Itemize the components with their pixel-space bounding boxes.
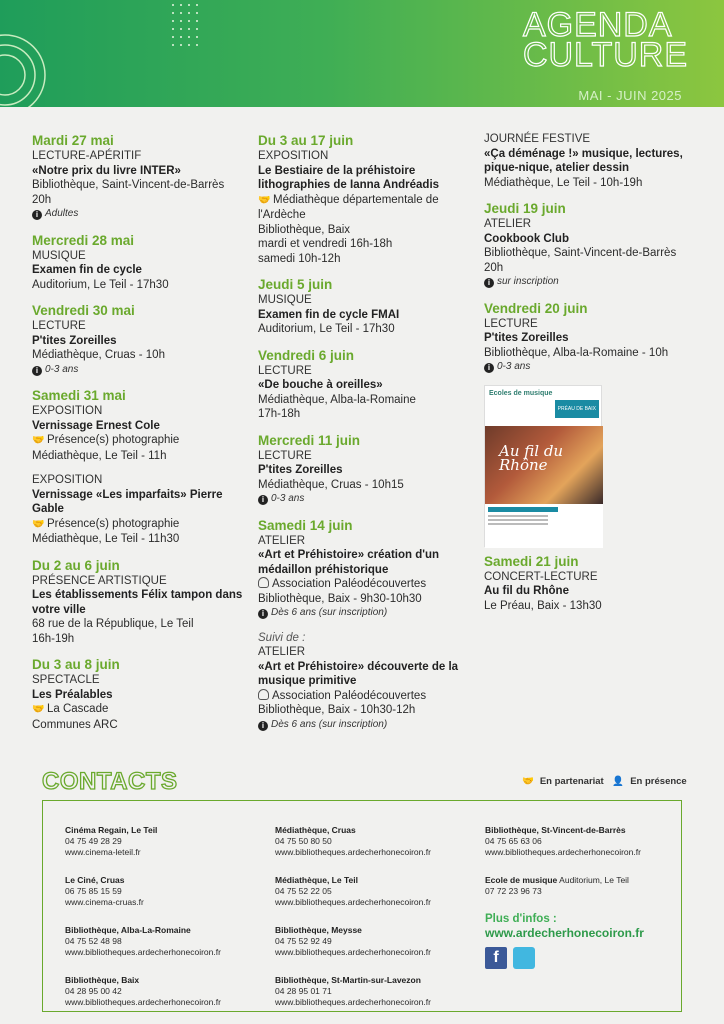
event-title: «Ça déménage !» musique, lectures, pique-nique, atelier dessin <box>484 147 683 174</box>
event-place: 68 rue de la République, Le Teil <box>32 618 194 630</box>
event-item <box>32 656 252 732</box>
event-date: Vendredi 6 juin <box>258 347 355 363</box>
contact-item <box>485 825 685 858</box>
event-partner: Présence(s) photographie <box>47 434 180 446</box>
event-time: 20h <box>484 261 504 274</box>
event-date: Samedi 21 juin <box>484 553 579 569</box>
more-info-url[interactable]: www.ardecherhonecoiron.fr <box>485 926 644 940</box>
event-title: «De bouche à oreilles» <box>258 379 383 391</box>
event-partner-row <box>258 193 478 223</box>
event-date: Du 3 au 17 juin <box>258 133 354 148</box>
event-date: Samedi 31 mai <box>32 388 126 403</box>
contact-name-row <box>65 825 265 836</box>
event-category: ATELIER <box>484 218 532 230</box>
event-item <box>258 432 478 507</box>
event-item <box>258 276 478 337</box>
contact-name-row <box>275 925 475 936</box>
contact-item <box>65 875 265 908</box>
contact-phone: 06 75 85 15 59 <box>65 886 122 896</box>
contact-phone: 07 72 23 96 73 <box>485 886 542 896</box>
event-note-text: Adultes <box>45 208 79 219</box>
event-note <box>258 718 478 733</box>
legend-partner: En partenariat <box>539 776 604 787</box>
event-title: Examen fin de cycle FMAI <box>258 308 400 321</box>
event-place: Médiathèque, Le Teil - 11h30 <box>32 533 180 545</box>
event-date: Mardi 27 mai <box>32 133 114 148</box>
event-time: mardi et vendredi 16h-18h <box>258 238 393 250</box>
contact-web[interactable]: www.bibliotheques.ardecherhonecoiron.fr <box>275 897 431 907</box>
event-title: Au fil du Rhône <box>484 585 569 597</box>
info-icon: i <box>484 363 494 373</box>
contact-item <box>65 925 265 958</box>
facebook-icon[interactable]: f <box>485 947 507 969</box>
legend-presence: En présence <box>630 776 687 787</box>
event-partner: La Cascade <box>47 703 109 715</box>
info-icon: i <box>258 495 268 505</box>
event-note-text: Dès 6 ans (sur inscription) <box>271 718 388 730</box>
contact-phone: 04 75 65 63 06 <box>485 836 542 846</box>
handshake-icon: 🤝 <box>258 194 271 206</box>
event-category: EXPOSITION <box>32 405 103 417</box>
event-category: PRÉSENCE ARTISTIQUE <box>32 574 167 587</box>
contact-name-row <box>65 975 265 986</box>
event-title: Le Bestiaire de la préhistoire lithographies de Ianna Andréadis <box>258 164 440 191</box>
info-icon: i <box>32 366 42 376</box>
event-note <box>484 360 704 375</box>
event-category: LECTURE-APÉRITIF <box>32 150 142 162</box>
contact-name: Le Ciné, Cruas <box>65 875 125 885</box>
contact-web[interactable]: www.bibliotheques.ardecherhonecoiron.fr <box>65 947 221 957</box>
person-icon <box>258 577 269 588</box>
event-note <box>258 606 478 621</box>
more-info-label: Plus d'infos : <box>485 913 557 925</box>
contact-item <box>485 875 685 897</box>
event-date: Jeudi 19 juin <box>484 201 566 216</box>
event-category: LECTURE <box>258 364 312 377</box>
contact-item <box>275 875 475 908</box>
event-item <box>258 631 478 733</box>
event-category: EXPOSITION <box>258 150 329 162</box>
event-date: Jeudi 5 juin <box>258 277 333 292</box>
event-item <box>32 132 252 222</box>
contacts-column-1 <box>65 825 265 1024</box>
contact-web[interactable]: www.bibliotheques.ardecherhonecoiron.fr <box>275 997 431 1007</box>
event-item <box>32 232 252 293</box>
event-item <box>32 387 252 463</box>
event-place: Bibliothèque, Baix - 10h30-12h <box>258 704 416 716</box>
bibliotheque-icon[interactable] <box>513 947 535 969</box>
social-links <box>485 947 685 969</box>
contact-name-row <box>275 875 475 886</box>
event-note-text: Dès 6 ans (sur inscription) <box>271 607 388 618</box>
event-time: 20h <box>32 193 52 206</box>
event-item <box>258 347 478 422</box>
contact-name: Médiathèque, Cruas <box>275 825 356 835</box>
event-time: 17h-18h <box>258 408 301 420</box>
event-title: P'tites Zoreilles <box>258 464 343 476</box>
page-title <box>522 6 688 74</box>
contact-name: Cinéma Regain, Le Teil <box>65 825 158 835</box>
event-item <box>258 132 478 266</box>
event-category: ATELIER <box>258 646 306 658</box>
info-icon: i <box>258 609 268 619</box>
event-place: Auditorium, Le Teil - 17h30 <box>32 278 169 291</box>
event-place: Médiathèque, Alba-la-Romaine <box>258 393 416 406</box>
info-icon: i <box>258 721 268 731</box>
contact-name-row <box>65 875 265 886</box>
event-category: LECTURE <box>32 320 86 332</box>
event-item <box>32 557 252 647</box>
event-title: «Notre prix du livre INTER» <box>32 164 181 177</box>
contact-web[interactable]: www.cinema-cruas.fr <box>65 897 144 907</box>
event-date: Du 3 au 8 juin <box>32 657 120 672</box>
contact-item <box>275 825 475 858</box>
contact-suffix: Auditorium, Le Teil <box>557 875 629 885</box>
event-item <box>484 553 704 614</box>
event-title: «Art et Préhistoire» création d'un médaillon préhistorique <box>258 549 440 576</box>
contact-web[interactable]: www.bibliotheques.ardecherhonecoiron.fr <box>65 997 221 1007</box>
contact-item <box>65 975 265 1008</box>
event-title: Cookbook Club <box>484 232 569 245</box>
contact-name-row <box>275 825 475 836</box>
handshake-icon: 🤝 <box>32 435 45 446</box>
event-time: samedi 10h-12h <box>258 252 341 265</box>
handshake-icon: 🤝 <box>32 704 45 715</box>
event-partner-row <box>32 433 252 449</box>
header-banner <box>0 0 724 107</box>
event-title: «Art et Préhistoire» découverte de la musique primitive <box>258 660 459 687</box>
poster-title: Au fil du Rhône <box>499 441 564 474</box>
event-place: Auditorium, Le Teil - 17h30 <box>258 323 395 335</box>
event-note <box>258 492 478 507</box>
event-place: Médiathèque, Le Teil - 11h <box>32 449 167 462</box>
event-place: Médiathèque, Le Teil - 10h-19h <box>484 176 643 189</box>
person-icon: 👤 <box>612 776 625 787</box>
contact-name-row <box>275 975 475 986</box>
event-date: Du 2 au 6 juin <box>32 557 120 573</box>
event-category: ATELIER <box>258 534 306 547</box>
contact-phone: 04 75 50 80 50 <box>275 836 332 846</box>
event-category: CONCERT-LECTURE <box>484 570 598 583</box>
contact-phone: 04 75 52 48 98 <box>65 936 122 946</box>
event-title: Examen fin de cycle <box>32 264 142 276</box>
contact-item <box>65 825 265 858</box>
event-partner: Médiathèque départementale de l'Ardèche <box>258 193 439 221</box>
contact-web[interactable]: www.bibliotheques.ardecherhonecoiron.fr <box>485 847 641 857</box>
title-line-1: AGENDA <box>522 6 673 44</box>
period-label: MAI - JUIN 2025 <box>578 88 682 103</box>
agenda-column-1 <box>32 132 252 742</box>
contact-web[interactable]: www.bibliotheques.ardecherhonecoiron.fr <box>275 947 431 957</box>
event-note-text: sur inscription <box>497 276 559 287</box>
event-time: 16h-19h <box>32 632 75 645</box>
event-presence-row <box>258 577 478 592</box>
event-note-text: 0-3 ans <box>45 363 79 375</box>
event-category: LECTURE <box>484 317 538 330</box>
contacts-box <box>42 800 682 1012</box>
event-title: P'tites Zoreilles <box>484 332 569 344</box>
contact-item <box>275 975 475 1008</box>
event-note-text: 0-3 ans <box>497 361 531 372</box>
contact-name: Bibliothèque, Meysse <box>275 925 362 935</box>
event-presence-row <box>258 689 478 704</box>
event-note <box>484 275 704 290</box>
event-partner: Présence(s) photographie <box>47 517 180 530</box>
event-item <box>484 132 704 190</box>
contact-item <box>275 925 475 958</box>
event-category: LECTURE <box>258 449 312 462</box>
contact-name-row <box>485 825 685 836</box>
event-place: Bibliothèque, Saint-Vincent-de-Barrès <box>484 247 677 259</box>
contact-name: Bibliothèque, Alba-La-Romaine <box>65 925 191 935</box>
contact-web[interactable]: www.bibliotheques.ardecherhonecoiron.fr <box>275 847 431 857</box>
event-date: Vendredi 20 juin <box>484 300 588 316</box>
event-followup: Suivi de : <box>258 631 306 644</box>
contact-phone: 04 28 95 00 42 <box>65 986 122 996</box>
event-item <box>32 302 252 377</box>
title-line-2: CULTURE <box>522 36 688 74</box>
event-item <box>258 517 478 621</box>
event-item <box>32 473 252 547</box>
contact-web[interactable]: www.cinema-leteil.fr <box>65 847 141 857</box>
event-category: MUSIQUE <box>32 249 86 262</box>
decorative-dots <box>172 4 202 52</box>
contact-name: Ecole de musique <box>485 875 558 885</box>
contacts-column-3 <box>485 825 685 969</box>
event-category: EXPOSITION <box>32 474 103 486</box>
event-title: Vernissage «Les imparfaits» Pierre Gable <box>32 488 223 515</box>
event-title: Les Préalables <box>32 688 113 701</box>
agenda-column-2 <box>258 132 478 742</box>
event-note-text: 0-3 ans <box>271 493 305 504</box>
event-place: Médiathèque, Cruas - 10h <box>32 349 165 361</box>
event-note <box>32 207 252 222</box>
event-presence: Association Paléodécouvertes <box>272 578 427 590</box>
poster-venue: PRÉAU DE BAIX <box>555 400 599 419</box>
event-place: Bibliothèque, Alba-la-Romaine - 10h <box>484 346 669 359</box>
contact-name: Bibliothèque, St-Martin-sur-Lavezon <box>275 975 421 985</box>
legend <box>522 776 693 787</box>
contacts-column-2 <box>275 825 475 1024</box>
event-place: Bibliothèque, Baix - 9h30-10h30 <box>258 592 422 605</box>
contact-name-row <box>485 875 685 886</box>
contact-name: Médiathèque, Le Teil <box>275 875 358 885</box>
agenda-column-3 <box>484 132 704 623</box>
event-title: Vernissage Ernest Cole <box>32 419 160 432</box>
event-category: JOURNÉE FESTIVE <box>484 133 591 145</box>
contact-name: Bibliothèque, Baix <box>65 975 140 985</box>
event-date: Vendredi 30 mai <box>32 303 135 318</box>
event-category: MUSIQUE <box>258 294 312 306</box>
event-place: Le Préau, Baix - 13h30 <box>484 599 602 612</box>
event-partner-row <box>32 702 252 718</box>
contact-phone: 04 75 52 92 49 <box>275 936 332 946</box>
event-poster <box>484 385 602 547</box>
handshake-icon: 🤝 <box>522 776 534 787</box>
event-title: Les établissements Félix tampon dans votre ville <box>32 589 243 616</box>
person-icon <box>258 689 269 700</box>
info-icon: i <box>484 278 494 288</box>
event-date: Mercredi 28 mai <box>32 232 135 248</box>
event-place: Bibliothèque, Baix <box>258 223 351 236</box>
event-category: SPECTACLE <box>32 674 100 686</box>
event-item <box>484 300 704 375</box>
info-icon: i <box>32 210 42 220</box>
event-note <box>32 363 252 378</box>
event-date: Samedi 14 juin <box>258 517 353 533</box>
event-date: Mercredi 11 juin <box>258 432 361 448</box>
contact-name: Bibliothèque, St-Vincent-de-Barrès <box>485 825 626 835</box>
contact-phone: 04 75 49 28 29 <box>65 836 122 846</box>
event-partner-row <box>32 517 252 533</box>
event-presence: Association Paléodécouvertes <box>272 689 427 702</box>
event-title: P'tites Zoreilles <box>32 334 117 347</box>
event-item <box>484 200 704 290</box>
contacts-title: CONTACTS <box>42 768 178 795</box>
contact-phone: 04 75 52 22 05 <box>275 886 332 896</box>
event-place: Bibliothèque, Saint-Vincent-de-Barrès <box>32 179 225 191</box>
event-place: Médiathèque, Cruas - 10h15 <box>258 478 404 491</box>
contact-phone: 04 28 95 01 71 <box>275 986 332 996</box>
event-place: Communes ARC <box>32 718 118 731</box>
handshake-icon: 🤝 <box>32 518 45 530</box>
decorative-arcs <box>0 30 50 107</box>
contact-name-row <box>65 925 265 936</box>
poster-logo: Ecoles de musique <box>489 389 553 397</box>
